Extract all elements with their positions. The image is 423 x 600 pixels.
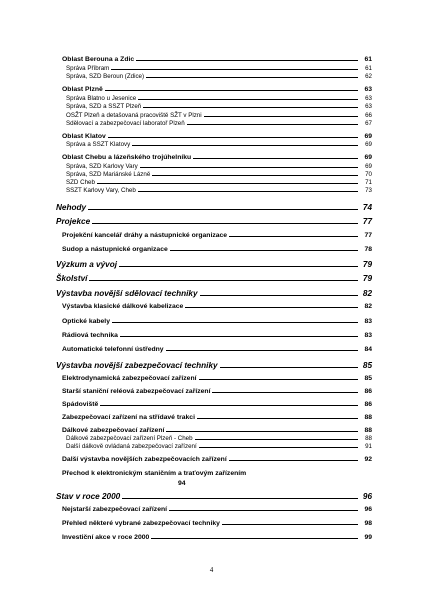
toc-entry-page: 82	[362, 289, 372, 298]
toc-leader-line	[112, 322, 358, 323]
toc-entry	[66, 65, 372, 72]
toc-entry-page: 78	[364, 246, 372, 253]
toc-leader-line	[204, 116, 358, 117]
toc-entry-page: 69	[364, 154, 372, 161]
toc-entry-page: 77	[364, 232, 372, 239]
toc-entry-page: 77	[362, 217, 372, 226]
toc-entry-page: 86	[364, 388, 372, 395]
toc-entry	[66, 187, 372, 194]
toc-entry-title: Oblast Plzně	[62, 86, 103, 93]
toc-leader-line	[187, 124, 358, 125]
toc-entry	[62, 414, 372, 421]
toc-entry	[66, 141, 372, 148]
toc-entry-page: 61	[365, 65, 372, 72]
toc-entry	[62, 388, 372, 395]
toc-entry-title: Výzkum a vývoj	[56, 260, 117, 269]
toc-entry	[62, 506, 372, 513]
page-number: 4	[209, 566, 214, 574]
toc-entry-page: 70	[365, 171, 372, 178]
toc-leader-line	[111, 69, 358, 70]
toc-entry	[62, 318, 372, 325]
toc-entry	[66, 73, 372, 80]
toc-entry-title: Starší staniční reléová zabezpečovací zařízení	[62, 388, 211, 395]
toc-entry-page: 82	[364, 303, 372, 310]
toc-entry-page: 85	[364, 375, 372, 382]
toc-entry	[66, 95, 372, 102]
toc-entry-title: Projekční kancelář dráhy a nástupnické organizace	[62, 232, 228, 239]
toc-entry-title: Správa Příbram	[66, 65, 110, 72]
toc-entry-page: 63	[365, 103, 372, 110]
toc-leader-line	[170, 250, 358, 251]
toc-entry-title: Projekce	[56, 217, 91, 226]
toc-entry	[62, 401, 372, 408]
toc-leader-line	[166, 350, 358, 351]
toc-entry	[62, 133, 372, 140]
toc-entry-page: 73	[365, 187, 372, 194]
toc-entry-title: Oblast Berouna a Zdic	[62, 56, 135, 63]
toc-entry-page: 83	[364, 318, 372, 325]
toc-entry-page: 96	[364, 506, 372, 513]
toc-entry-page: 84	[364, 346, 372, 353]
toc-entry-page: 85	[362, 361, 372, 370]
toc-entry	[66, 179, 372, 186]
toc-entry	[56, 274, 372, 283]
toc-entry	[62, 534, 372, 541]
toc-entry	[56, 217, 372, 226]
toc-entry-title: Rádiová technika	[62, 332, 118, 339]
toc-leader-line	[169, 510, 358, 511]
toc-entry-page: 88	[364, 414, 372, 421]
toc-entry-title: Další dálkově ovládaná zabezpečovací zařízení	[66, 443, 197, 450]
toc-entry	[56, 203, 372, 212]
toc-leader-line	[212, 392, 358, 393]
toc-entry	[62, 86, 372, 93]
toc-leader-line	[193, 158, 358, 159]
toc-entry-title: Správa a SSZT Klatovy	[66, 141, 131, 148]
toc-entry-title: Nehody	[56, 203, 87, 212]
toc-entry-page: 96	[362, 492, 372, 501]
toc-entry-title: Sdělovací a zabezpečovací laboratoř Plzeň	[66, 120, 185, 127]
toc-leader-line	[229, 236, 358, 237]
toc-leader-line	[146, 77, 358, 78]
toc-entry-title: Dálkové zabezpečovací zařízení Plzeň - Cheb	[66, 435, 193, 442]
toc-entry	[66, 435, 372, 442]
toc-entry-page: 88	[364, 427, 372, 434]
toc-entry	[62, 520, 372, 527]
toc-entry-page: 88	[365, 435, 372, 442]
toc-entry	[62, 456, 372, 463]
toc-entry-page: 67	[365, 120, 372, 127]
toc-leader-line	[185, 307, 358, 308]
toc-entry-title: Výstavba klasické dálkové kabelizace	[62, 303, 184, 310]
toc-entry-title: SZD Cheb	[66, 179, 95, 186]
toc-leader-line	[100, 405, 358, 406]
toc-entry-title: Výstavba novější sdělovací techniky	[56, 289, 198, 298]
toc-entry-title: Investiční akce v roce 2000	[62, 534, 150, 541]
toc-entry	[56, 289, 372, 298]
toc-leader-line	[122, 498, 358, 499]
toc-entry-title: Přehled některé vybrané zabezpečovací techniky	[62, 520, 220, 527]
toc-entry-page: 69	[364, 133, 372, 140]
toc-entry-page: 79	[362, 260, 372, 269]
toc-entry-title: Správa Blatno u Jesenice	[66, 95, 137, 102]
toc-entry-page: 69	[365, 141, 372, 148]
toc-leader-line	[166, 431, 358, 432]
toc-entry-page: 63	[365, 95, 372, 102]
toc-entry-page: 92	[364, 456, 372, 463]
toc-leader-line	[152, 175, 358, 176]
toc-entry-page: 83	[364, 332, 372, 339]
toc-entry-page: 91	[365, 443, 372, 450]
toc-entry	[56, 492, 372, 501]
toc-leader-line	[220, 367, 358, 368]
toc-leader-line	[138, 191, 358, 192]
toc-leader-line	[197, 418, 358, 419]
toc-entry	[56, 260, 372, 269]
toc-entry-page: 63	[364, 86, 372, 93]
toc-leader-line	[105, 90, 358, 91]
toc-entry-title: Přechod k elektronickým staničním a traťovým zařízením	[62, 470, 247, 477]
toc-entry-title: Sudop a nástupnické organizace	[62, 246, 168, 253]
toc-entry-title: Dálkové zabezpečovací zařízení	[62, 427, 165, 434]
toc-entry	[62, 232, 372, 239]
toc-leader-line	[143, 107, 358, 108]
toc-leader-line	[108, 137, 358, 138]
toc-leader-line	[200, 295, 358, 296]
toc-leader-line	[199, 447, 358, 448]
toc-leader-line	[88, 209, 358, 210]
toc-entry-page: 74	[362, 203, 372, 212]
toc-entry	[62, 375, 372, 382]
toc-entry	[62, 346, 372, 353]
toc-entry	[66, 163, 372, 170]
toc-entry-page: 94	[178, 480, 186, 487]
toc-entry	[62, 154, 372, 161]
toc-entry-title: Automatické telefonní ústředny	[62, 346, 164, 353]
toc-entry-page: 62	[365, 73, 372, 80]
toc-entry-page: 71	[365, 179, 372, 186]
toc-entry	[62, 246, 372, 253]
toc-entry-page: 86	[364, 401, 372, 408]
toc-leader-line	[136, 60, 358, 61]
toc-entry-title: Nejstarší zabezpečovací zařízení	[62, 506, 168, 513]
toc-leader-line	[151, 538, 358, 539]
toc-entry-page: 98	[364, 520, 372, 527]
toc-entry-title: Oblast Chebu a lázeňského trojúhelníku	[62, 154, 192, 161]
toc-leader-line	[97, 183, 358, 184]
toc-entry-page: 61	[364, 56, 372, 63]
toc-leader-line	[195, 439, 358, 440]
toc-entry	[62, 56, 372, 63]
toc-leader-line	[120, 336, 358, 337]
toc-entry-title: Stav v roce 2000	[56, 492, 121, 501]
toc-entry-title: Další výstavba novějších zabezpečovacích zařízení	[62, 456, 227, 463]
toc-entry	[62, 470, 372, 487]
toc-entry	[66, 120, 372, 127]
toc-entry-title: Spádoviště	[62, 401, 99, 408]
toc-leader-line	[140, 167, 358, 168]
toc-entry	[66, 112, 372, 119]
toc-entry-page: 66	[365, 112, 372, 119]
toc-entry-title: Školství	[56, 274, 88, 283]
toc-entry	[62, 303, 372, 310]
toc-entry	[62, 427, 372, 434]
toc-entry-title: Výstavba novější zabezpečovací techniky	[56, 361, 218, 370]
toc-entry	[66, 103, 372, 110]
toc-leader-line	[138, 99, 358, 100]
toc-leader-line	[132, 145, 358, 146]
toc-leader-line	[119, 266, 358, 267]
toc-entry-title: SSZT Karlovy Vary, Cheb	[66, 187, 136, 194]
toc-entry-title: Správa, SZD a SSZT Plzeň	[66, 103, 142, 110]
toc-leader-line	[89, 280, 358, 281]
toc-entry-title: Oblast Klatov	[62, 133, 106, 140]
toc-entry-page: 79	[362, 274, 372, 283]
toc-leader-line	[229, 460, 358, 461]
toc-entry	[62, 332, 372, 339]
toc-entry-page: 99	[364, 534, 372, 541]
toc-entry-title: Zabezpečovací zařízení na střídavé trakci	[62, 414, 195, 421]
toc-entry	[66, 443, 372, 450]
toc-entry-title: Správa, SZD Beroun (Zdice)	[66, 73, 145, 80]
toc-entry-title: Optické kabely	[62, 318, 110, 325]
toc-leader-line	[222, 524, 358, 525]
toc-entry-page: 69	[365, 163, 372, 170]
toc-leader-line	[92, 223, 358, 224]
toc-entry	[56, 361, 372, 370]
toc-entry-title: Správa, SZD Mariánské Lázně	[66, 171, 151, 178]
toc-entry-title: Elektrodynamická zabezpečovací zařízení	[62, 375, 197, 382]
toc-entry-title: OSŽT Plzeň a detašovaná pracoviště SŽT v Plzni	[66, 112, 202, 119]
toc-entry-title: Správa, SZD Karlovy Vary	[66, 163, 138, 170]
toc-leader-line	[199, 379, 359, 380]
toc-entry	[66, 171, 372, 178]
